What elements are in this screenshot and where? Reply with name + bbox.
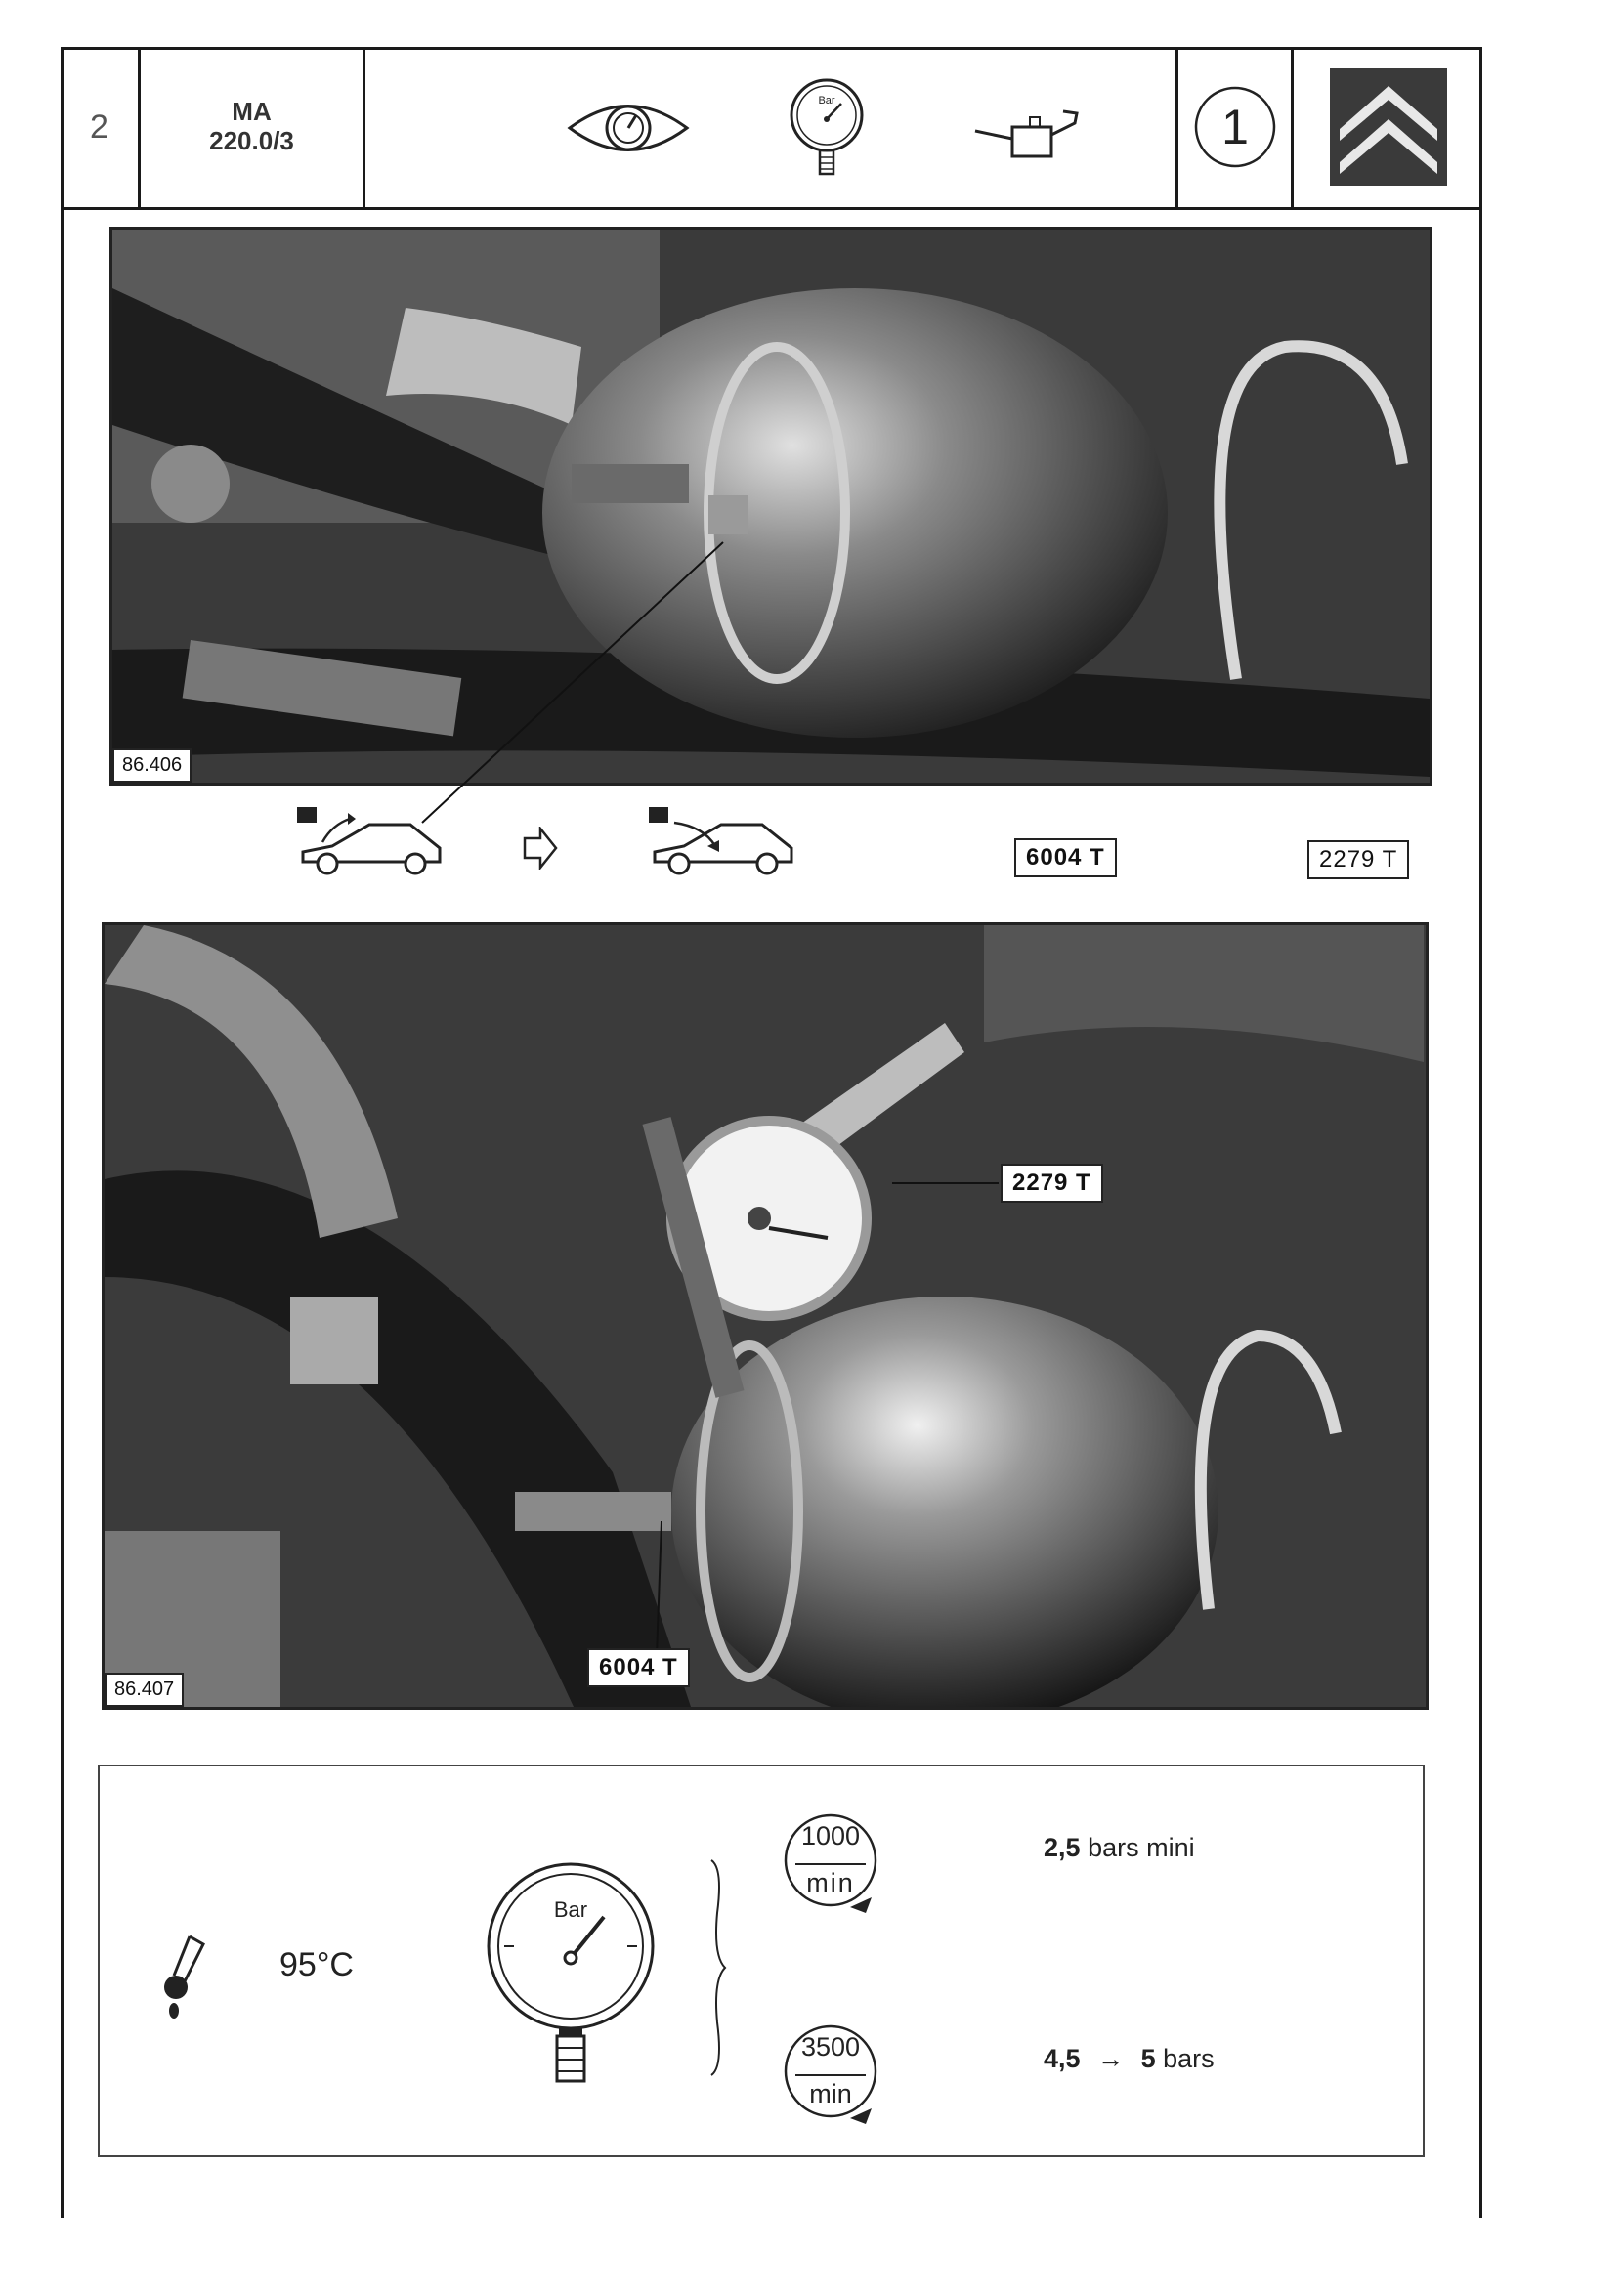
callout-6004t: 6004 T — [587, 1648, 690, 1687]
photo-id-top: 86.406 — [112, 748, 192, 783]
callout-lines-bottom — [105, 925, 1426, 1707]
level-cell — [1178, 47, 1294, 207]
brand-cell — [1294, 47, 1482, 207]
thermometer-icon — [162, 1931, 211, 2020]
document-code-line1: MA — [232, 97, 272, 127]
header-strip — [61, 47, 1482, 210]
brace-icon — [705, 1858, 729, 2077]
engine-speed-3500-value: 3500 — [801, 2032, 861, 2062]
high-speed-pressure — [1044, 2044, 1215, 2074]
engine-speed-1000-value: 1000 — [801, 1821, 861, 1850]
car-bonnet-closed-icon — [645, 803, 801, 881]
high-speed-pressure-from: 4,5 — [1044, 2044, 1081, 2073]
page-number: 2 — [61, 47, 141, 207]
engine-speed-3500-unit: min — [809, 2079, 852, 2108]
document-code — [141, 47, 365, 207]
page-frame-left — [61, 47, 64, 2218]
level-badge — [1191, 83, 1279, 171]
high-speed-pressure-unit: bars — [1163, 2044, 1215, 2073]
level-number: 1 — [1220, 100, 1249, 154]
photo-id-bottom: 86.407 — [105, 1673, 184, 1707]
car-bonnet-open-icon — [293, 803, 449, 881]
high-speed-pressure-arrow: → — [1097, 2044, 1125, 2073]
spec-gauge-label: Bar — [553, 1897, 588, 1922]
pressure-gauge-icon — [788, 74, 866, 182]
photo-accumulator-top — [109, 227, 1432, 786]
callout-2279t: 2279 T — [1001, 1164, 1103, 1203]
document-code-line2: 220.0/3 — [209, 126, 294, 155]
arrow-right-outline-icon — [523, 827, 558, 870]
header-gauge-label: Bar — [818, 95, 835, 106]
page-frame-right — [1479, 47, 1482, 2218]
temperature-value: 95°C — [279, 1946, 354, 1983]
citroen-chevrons-logo — [1330, 68, 1447, 186]
operation-icons — [365, 47, 1178, 207]
low-speed-pressure-value: 2,5 — [1044, 1833, 1081, 1862]
low-speed-pressure-unit: bars mini — [1088, 1833, 1195, 1862]
high-speed-pressure-to: 5 — [1140, 2044, 1156, 2073]
photo-gauge-fitted-bottom — [102, 922, 1429, 1710]
eye-gauge-icon — [566, 94, 691, 162]
low-speed-pressure — [1044, 1833, 1195, 1863]
photo-engine-bay-illustration — [112, 230, 1430, 783]
pressure-spec-box — [98, 1765, 1425, 2157]
tool-ref-2279t: 2279 T — [1307, 840, 1409, 879]
pressure-gauge-large-icon — [483, 1860, 659, 2091]
tool-ref-6004t: 6004 T — [1014, 838, 1117, 877]
oil-can-icon — [973, 106, 1083, 164]
engine-speed-1000-unit: min — [806, 1868, 855, 1897]
